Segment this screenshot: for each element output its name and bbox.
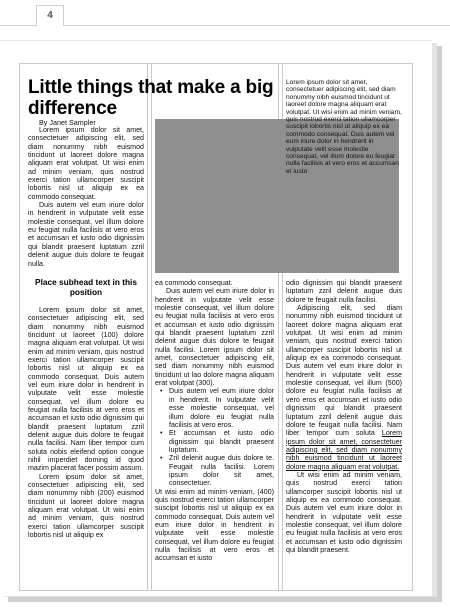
bullet-item: • Et accumsan et iusto odio dignissim qui blandit praesent luptatum. bbox=[169, 429, 274, 454]
col1-paragraph-3: Lorem ipsum dolor sit amet, consectetuer adipiscing elit, sed diam nonummy nibh euismod tincidunt ut laoreet (100) dolore magna aliquam erat volutpat. Ut wisi enim ad minim veniam, quis nostrud exerci tation ullamcorper suscipit lobortis nisl ut aliquip ex ea commodo consequat. Duis autem vel eum iriure dolor in hendrerit in vulputate velit esse molestie consequat, vel illum dolore eu feugiat nulla facilisis at vero eros et accumsan et iusto odio dignissim qui blandit praesent luptatum zzril delenit augue duis dolore te feugait nulla facilisi. Nam liber tempor cum soluta nobis eleifend option congue nihil imperdiet doming id quod mazim placerat facer possim assum. bbox=[28, 305, 144, 473]
column-guide-2 bbox=[151, 63, 152, 591]
bullet-list bbox=[155, 387, 274, 487]
col1-paragraph-2: Duis autem vel eum iriure dolor in hendrerit in vulputate velit esse molestie consequat, vel illum dolore eu feugiat nulla facilisis at vero eros et accumsan et iusto odio dignissim qui blandit praesent luptatum zzril delenit augue duis dolore te feugait nulla. bbox=[28, 201, 144, 268]
margin-guide-left bbox=[19, 63, 20, 591]
col3-paragraph-2-text: Adipiscing elit, sed diam nonummy nibh euismod tincidunt ut laoreet dolore magna aliquam erat volutpat. Ut wisi enim ad minim veniam, quis nostrud exerci tation ullamcorper suscipit lobortis nisl ut aliquip ex ea commodo consequat. Duis autem vel eum iriure dolor in hendrerit in vulputate velit esse molestie consequat, vel illum (500) dolore eu feugiat nulla facilisis at vero eros et accumsan et iusto odio dignissim qui blandit praesent luptatum zzril delenit augue duis dolore te feugait nulla facilisi. Nam liber tempor cum soluta bbox=[286, 304, 402, 438]
margin-guide-top bbox=[19, 63, 413, 64]
col2-paragraph-1: ea commodo consequat. bbox=[155, 279, 233, 287]
column-3-top[interactable] bbox=[286, 79, 402, 175]
bullet-item: • Zril delenit augue duis dolore te. Feugait nulla facilisi. Lorem ipsum dolor sit amet, consectetuer. bbox=[169, 454, 274, 487]
tab-divider bbox=[0, 25, 450, 26]
column-2[interactable] bbox=[155, 279, 274, 563]
margin-guide-bottom bbox=[19, 590, 413, 591]
article-title[interactable]: Little things that make a big difference bbox=[28, 77, 274, 119]
col3-paragraph-1: odio dignissim qui blandit praesent luptatum zzril delenit augue duis dolore te feugait nulla facilisi. bbox=[286, 279, 402, 304]
column-guide-1 bbox=[147, 63, 148, 591]
margin-guide-right bbox=[412, 63, 413, 591]
col1-paragraph-1: Lorem ipsum dolor sit amet, consectetuer adipiscing elit, sed diam nonummy nibh euismod tincidunt ut laoreet dolore magna aliquam erat volutpat. Ut wisi enim ad minim veniam, quis nostrud exerci tation ullamcorper suscipit lobortis nisl ut aliquip ex ea commodo consequat. bbox=[28, 126, 144, 201]
bullet-item: • Duis autem vel eum iriure dolor in hendrerit. In vulputate velit esse molestie consequat, vel illum dolore eu feugiat nulla facilisis at vero eros. bbox=[169, 387, 274, 429]
underlined-text: Lorem ipsum dolor sit amet, consectetuer adipiscing elit, sed diam nonummy nibh euismod tincidunt ut laoreet dolore magna aliquam erat volutpat. bbox=[286, 429, 402, 471]
column-3[interactable] bbox=[286, 279, 402, 554]
col2-paragraph-3: Ut wisi enim ad minim veniam, (400) quis nostrud exerci tation ullamcorper suscipit lobortis nisl ut aliquip ex ea commodo consequat. Duis autem vel eum iriure dolor in hendrerit in vulputate velit esse molestie consequat, vel illum dolore eu feugiat nulla facilisis at vero eros et accumsan et iusto bbox=[155, 487, 274, 563]
page-tab-bar bbox=[0, 0, 450, 27]
col3-paragraph-2 bbox=[286, 304, 402, 471]
col1-paragraph-4: Lorem ipsum dolor sit amet, consectetuer adipiscing elit, sed diam nonummy nibh (200) euismod tincidunt ut laoreet dolore magna aliquam erat volutpat. Ut wisi enim ad minim veniam, quis nostrud exerci tation ullamcorper suscipit lobortis nisl ut aliquip ex bbox=[28, 472, 144, 540]
subhead: Place subhead text in this position bbox=[35, 276, 137, 297]
page-number-label: 4 bbox=[47, 10, 53, 21]
article-byline[interactable]: By Janet Sampler bbox=[39, 118, 96, 127]
column-1[interactable] bbox=[28, 126, 144, 539]
col3-top-text: Lorem ipsum dolor sit amet, consectetuer adipiscing elit, sed diam nonummy nibh euismod tincidunt ut laoreet dolore magna aliquam erat volutpat. Ut wisi enim ad minim veniam, quis nostrud exerci tation ullamcorper suscipit lobortis nisl ut aliquip ex ea commodo consequat. Duis autem vel eum iriure dolor in hendrerit in vulputate velit esse molestie consequat, vel illum dolore eu feugiat nulla facilisis at vero eros et accumsan et iusto bbox=[286, 79, 402, 175]
page-number-tab[interactable] bbox=[36, 5, 64, 26]
col2-paragraph-2: Duis autem vel eum iriure dolor in hendrerit in vulputate velit esse molestie consequat, vel illum dolore eu feugiat nulla facilisis at vero eros et accumsan et iusto odio dignissim qui blandit praesent luptatum zzril delenit augue duis dolore te feugait nulla facilisi. Lorem ipsum dolor sit amet, consectetuer adipiscing elit, sed diam nonummy nibh euismod tincidunt ut lao dolore magna aliquam erat volutpat (300). bbox=[155, 287, 274, 388]
col3-paragraph-3: Ut wisi enim ad minim veniam, quis nostrud exerci tation ullamcorper suscipit lobortis nisl ut aliquip ex ea commodo consequat. Duis autem vel eum iriure dolor in hendrerit in vulputate velit esse molestie consequat, vel illum dolore eu feugiat nulla facilisis at vero eros et accumsan et iusto odio dignissim qui blandit praesent. bbox=[286, 470, 402, 554]
